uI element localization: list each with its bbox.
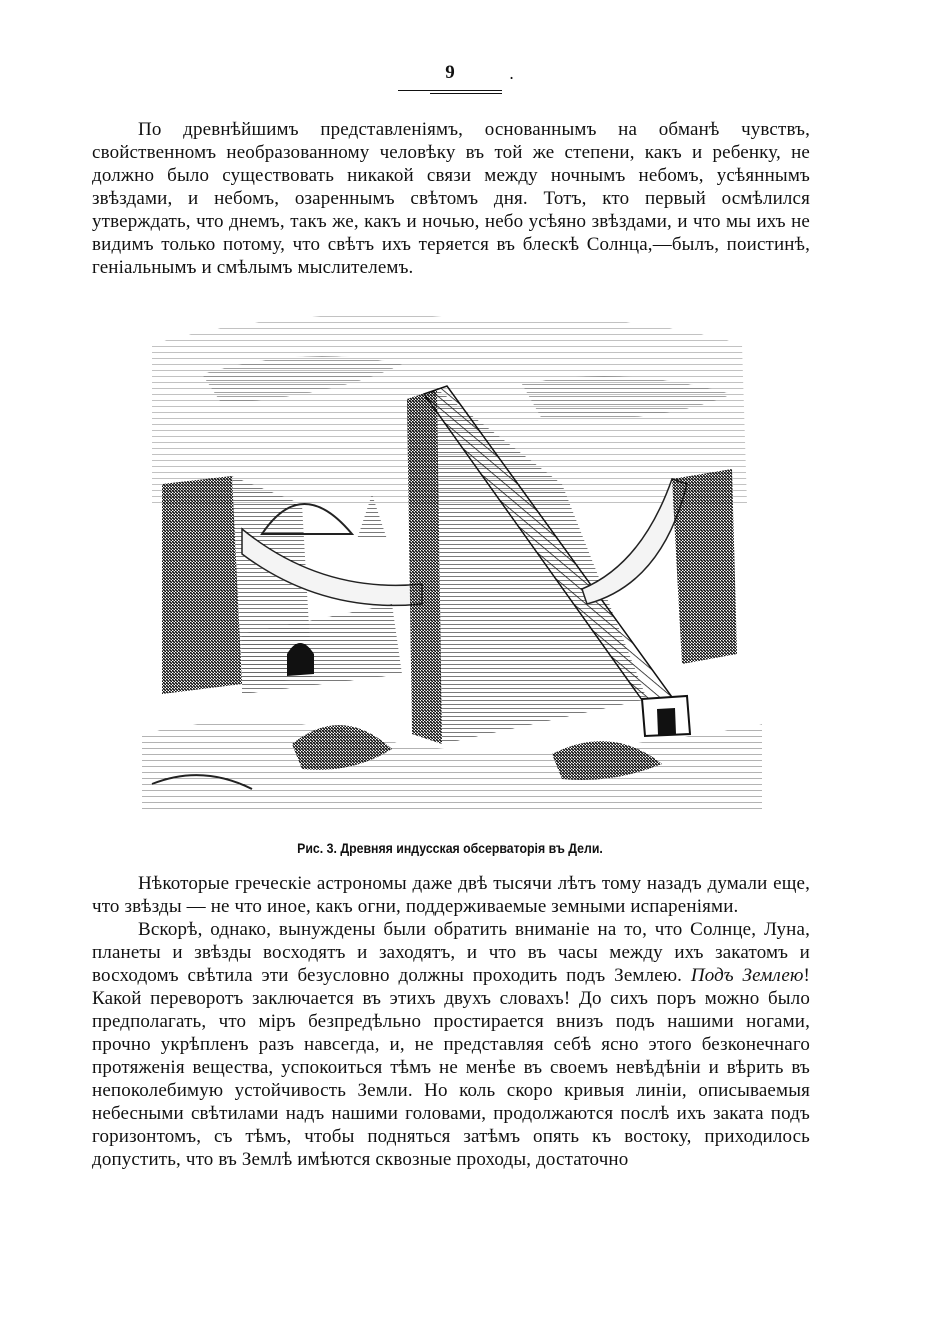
engraving-illustration [142, 304, 762, 814]
text-block-bottom [92, 872, 810, 1171]
text-block-top [92, 118, 810, 279]
page-number-rule [398, 90, 502, 91]
page-number-rule-short [430, 93, 502, 94]
figure-engraving-observatory [142, 304, 762, 814]
header-dot: . [509, 64, 515, 83]
paragraph-3-end: ! Какой переворотъ заключается въ этихъ двухъ словахъ! До сихъ поръ можно было предполагать, что міръ безпредѣльно простирается внизъ подъ нашими ногами, прочно укрѣпленъ разъ навсегда, и, не представляя себѣ ясно этого безконечнаго протяженія вещества, успокоиться тѣмъ не менѣе въ своемъ невѣдѣніи и вѣрить въ непоколебимую устойчивость Земли. Но коль скоро кривыя линіи, описываемыя небесными свѣтилами надъ нашими головами, продолжаются послѣ ихъ заката подъ горизонтомъ, съ тѣмъ, чтобы подняться затѣмъ опять къ востоку, приходилось допустить, что въ Землѣ имѣются сквозные проходы, достаточно [92, 965, 810, 1170]
paragraph-3-start: Вскорѣ, однако, вынуждены были обратить вниманіе на то, что Солнце, Луна, планеты и звѣзды восходятъ и заходятъ, и что въ часы между ихъ закатомъ и восходомъ свѣтила эти безусловно должны проходить подъ Землею. [92, 919, 810, 986]
page-number: 9 [445, 62, 455, 83]
figure-caption: Рис. 3. Древняя индусская обсерваторія въ Дели. [297, 840, 603, 856]
paragraph-3 [92, 918, 810, 1171]
paragraph-1: По древнѣйшимъ представленіямъ, основаннымъ на обманѣ чувствъ, свойственномъ необразованному человѣку въ той же степени, какъ и ребенку, не должно было существовать никакой связи между ночнымъ небомъ, усѣяннымъ звѣздами, и небомъ, озареннымъ свѣтомъ дня. Тотъ, кто первый осмѣлился утверждать, что днемъ, такъ же, какъ и ночью, небо усѣяно звѣздами, и что мы ихъ не видимъ только потому, что свѣтъ ихъ теряется въ блескѣ Солнца,—былъ, поистинѣ, геніальнымъ и смѣлымъ мыслителемъ. [92, 119, 810, 278]
paragraph-2: Нѣкоторые греческіе астрономы даже двѣ тысячи лѣтъ тому назадъ думали еще, что звѣзды — не что иное, какъ огни, поддерживаемые земными испареніями. [92, 873, 810, 917]
paragraph-3-italic: Подъ Землею [690, 965, 804, 986]
